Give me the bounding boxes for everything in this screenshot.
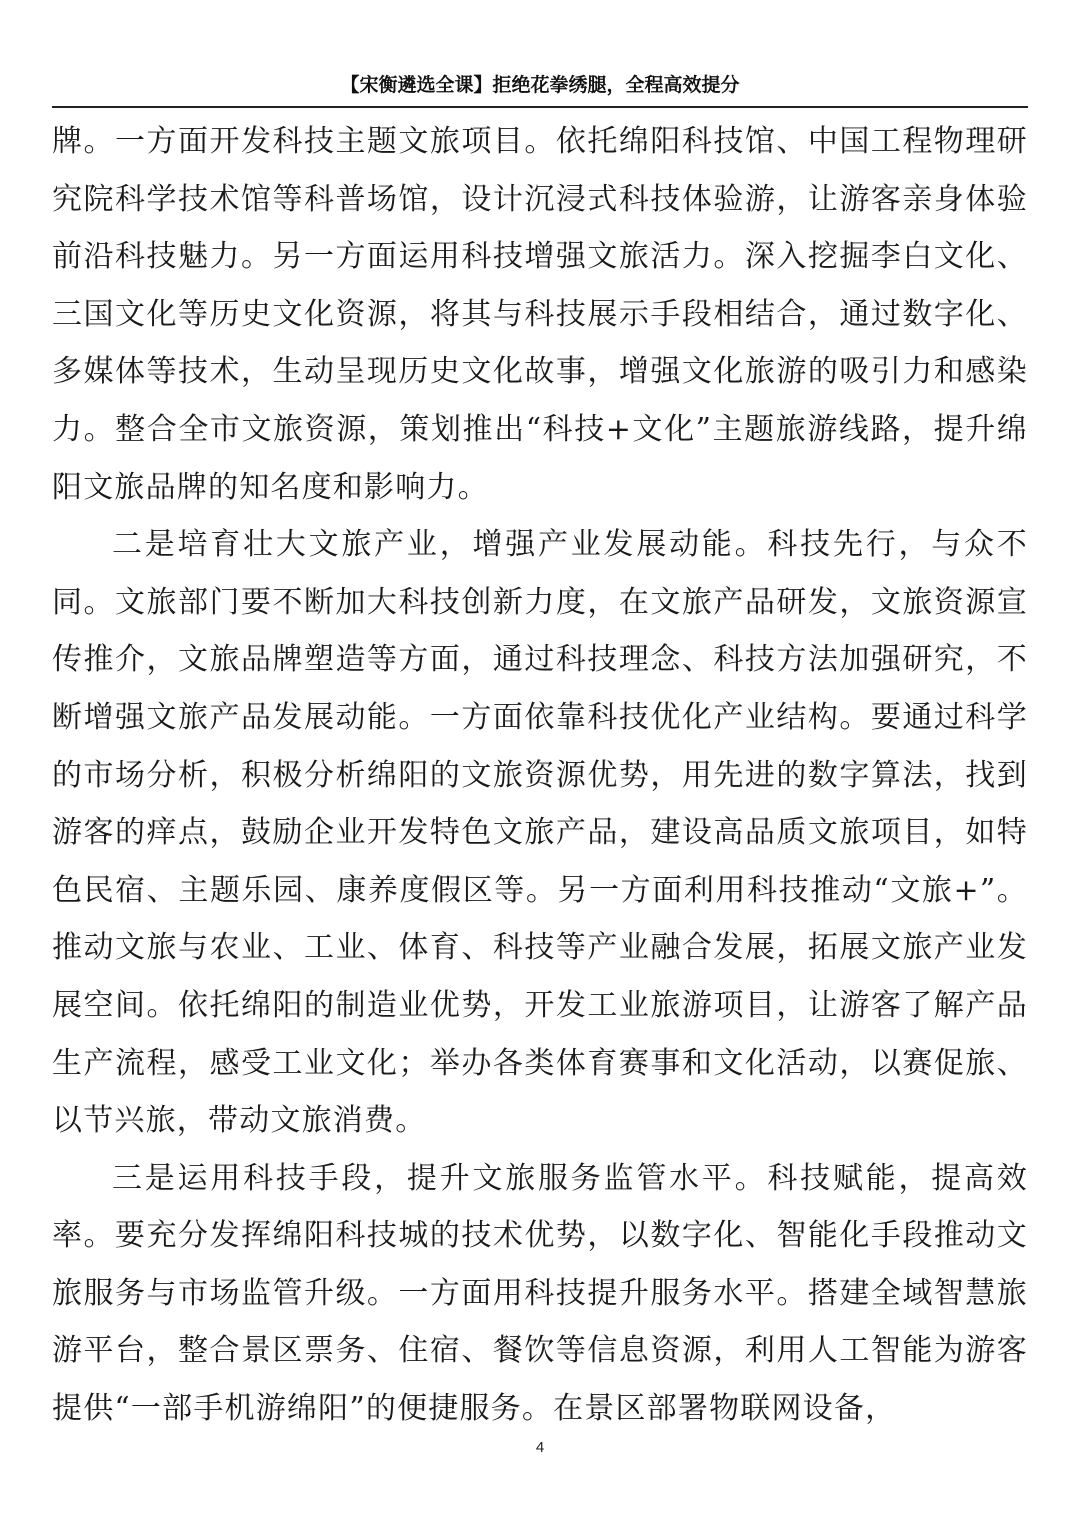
page-header-title: 【宋衡遴选全课】拒绝花拳绣腿，全程高效提分 — [340, 74, 740, 96]
paragraph-service: 三是运用科技手段，提升文旅服务监管水平。科技赋能，提高效率。要充分发挥绵阳科技城的技术优势，以数字化、智能化手段推动文旅服务与市场监管升级。一方面用科技提升服务水平。搭建全域智慧旅游平台，整合景区票务、住宿、餐饮等信息资源，利用人工智能为游客提供“一部手机游绵阳”的便捷服务。在景区部署物联网设备， — [52, 1160, 1028, 1427]
document-body — [52, 113, 1028, 1438]
header-divider — [52, 106, 1028, 108]
page-number: 4 — [535, 1439, 545, 1456]
paragraph-industry: 二是培育壮大文旅产业，增强产业发展动能。科技先行，与众不同。文旅部门要不断加大科技创新力度，在文旅产品研发，文旅资源宣传推介，文旅品牌塑造等方面，通过科技理念、科技方法加强研究，不断增强文旅产品发展动能。一方面依靠科技优化产业结构。要通过科学的市场分析，积极分析绵阳的文旅资源优势，用先进的数字算法，找到游客的痒点，鼓励企业开发特色文旅产品，建设高品质文旅项目，如特色民宿、主题乐园、康养度假区等。另一方面利用科技推动“文旅+”。推动文旅与农业、工业、体育、科技等产业融合发展，拓展文旅产业发展空间。依托绵阳的制造业优势，开发工业旅游项目，让游客了解产品生产流程，感受工业文化；举办各类体育赛事和文化活动，以赛促旅、以节兴旅，带动文旅消费。 — [52, 527, 1028, 1139]
paragraph-continued: 牌。一方面开发科技主题文旅项目。依托绵阳科技馆、中国工程物理研究院科学技术馆等科普场馆，设计沉浸式科技体验游，让游客亲身体验前沿科技魅力。另一方面运用科技增强文旅活力。深入挖掘李白文化、三国文化等历史文化资源，将其与科技展示手段相结合，通过数字化、多媒体等技术，生动呈现历史文化故事，增强文化旅游的吸引力和感染力。整合全市文旅资源，策划推出“科技+文化”主题旅游线路，提升绵阳文旅品牌的知名度和影响力。 — [52, 124, 1028, 505]
